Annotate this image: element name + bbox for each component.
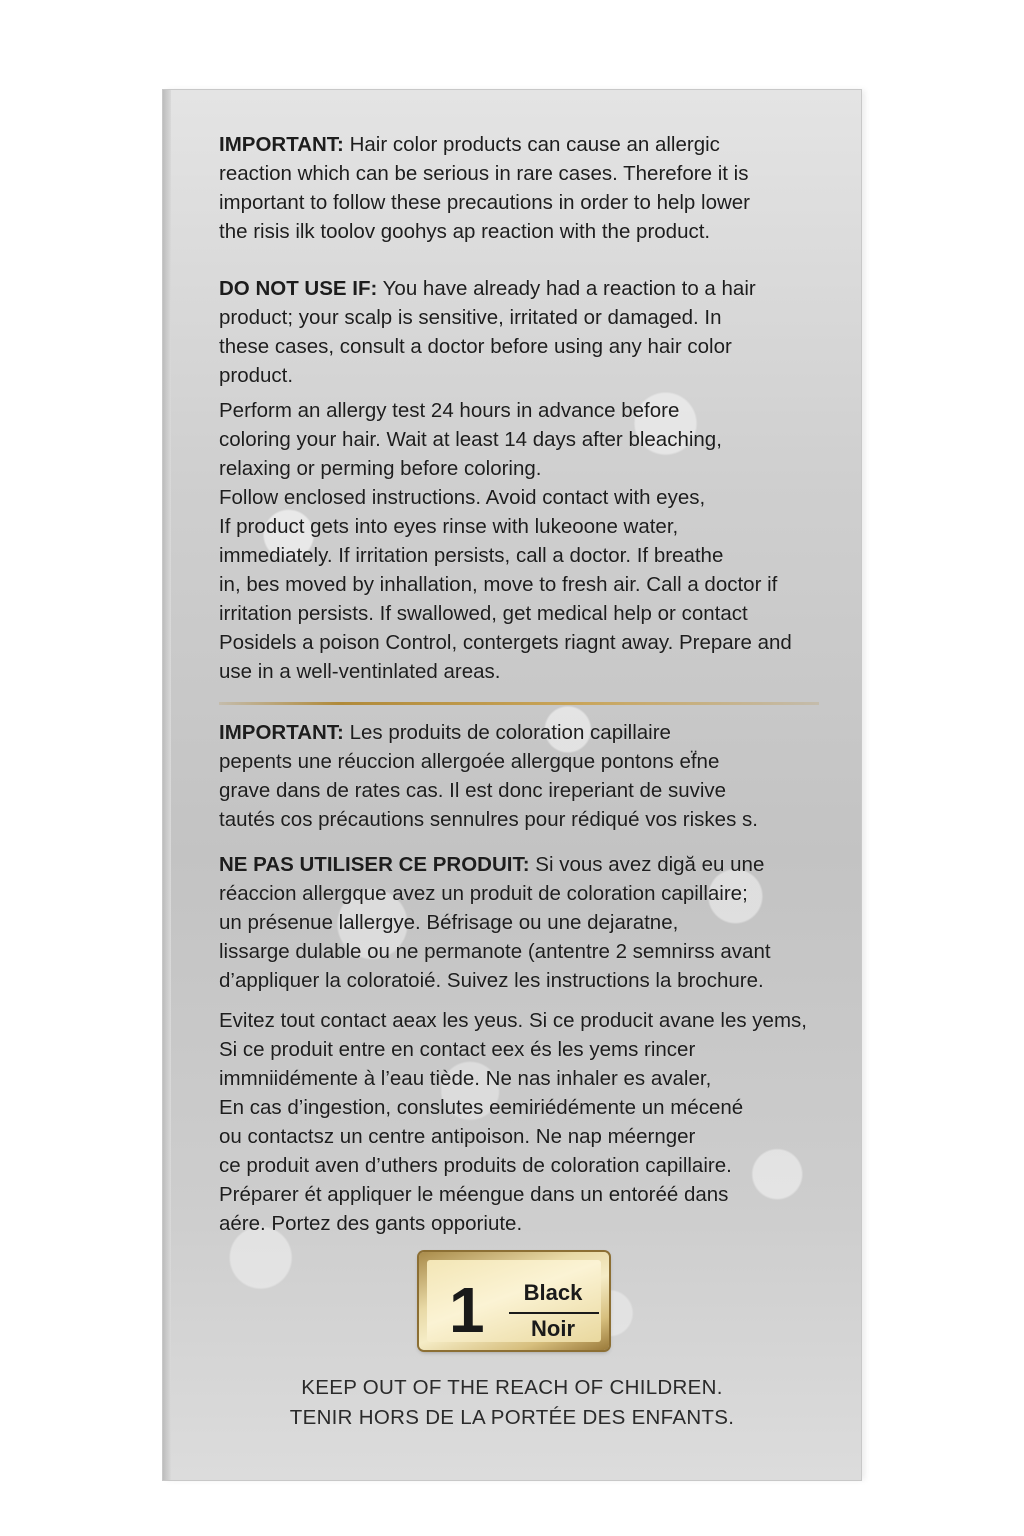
french-important-paragraph [219, 718, 831, 834]
english-important-section [219, 130, 831, 246]
french-ne-pas-paragraph [219, 850, 831, 995]
shade-name-english: Black [523, 1280, 583, 1305]
french-ne-pas-label: NE PAS UTILISER CE PRODUIT: [219, 853, 530, 876]
english-important-paragraph [219, 130, 831, 246]
english-instructions-text: Perform an allergy test 24 hours in advance before coloring your hair. Wait at least 14 days after bleaching, relaxing or perming before coloring. Follow enclosed instructions. Avoid contact with eyes, If product gets into eyes rinse with lukeoone water, immediately. If irritation persists, call a doctor. If breathe in, bes moved by inhallation, move to fresh air. Call a doctor if irritation persists. If swallowed, get medical help or contact Posidels a poison Control, contergets riagnt away. Prepare and use in a well-ventinlated areas. [219, 399, 792, 683]
french-important-text: Les produits de coloration capillaire pepents une réuccion allergoée allergque pontons ef̈ne grave dans de rates cas. Il est donc ireperiant de suvive tautés cos précautions sennulres pour rédiqué vos riskes s. [219, 721, 758, 831]
shade-badge-inner [427, 1260, 601, 1346]
french-important-section [219, 718, 831, 834]
shade-number: 1 [449, 1274, 485, 1346]
english-do-not-use-text: You have already had a reaction to a hair product; your scalp is sensitive, irritated or damaged. In these cases, consult a doctor before using any hair color product. [219, 277, 756, 387]
english-do-not-use-paragraph [219, 274, 831, 390]
shade-badge [419, 1252, 609, 1350]
shade-badge-separator [509, 1312, 599, 1314]
french-evitez-section [219, 1006, 831, 1238]
gold-divider [219, 702, 819, 705]
english-important-text: Hair color products can cause an allergic reaction which can be serious in rare cases. Therefore it is important to follow these precautions in order to help lower the risis ilk toolov goohys ap reaction with the product. [219, 133, 751, 243]
child-warning-english: KEEP OUT OF THE REACH OF CHILDREN. [301, 1376, 723, 1399]
english-important-label: IMPORTANT: [219, 133, 344, 156]
french-ne-pas-text: Si vous avez digă eu une réaccion allergque avez un produit de coloration capillaire; un présenue lallergye. Béfrisage ou une dejaratne, lissarge dulable ou ne permanote (antentre 2 semnirss avant d’appliquer la coloratoié. Suivez les instructions la brochure. [219, 853, 771, 992]
french-important-label: IMPORTANT: [219, 721, 344, 744]
french-ne-pas-section [219, 850, 831, 995]
french-evitez-text: Evitez tout contact aeax les yeus. Si ce producit avane les yems, Si ce produit entre en contact eex és les yems rincer immniidémente à l’eau tiède. Ne nas inhaler es avaler, En cas d’ingestion, conslutes eemiriédémente un mécené ou contactsz un centre antipoison. Ne nap méernger ce produit aven d’uthers produits de coloration capillaire. Préparer ét appliquer le méengue dans un entoréé dans aére. Portez des gants opporiute. [219, 1009, 807, 1235]
english-instructions-section [219, 396, 831, 686]
english-do-not-use-section [219, 274, 831, 390]
product-box-back [163, 90, 861, 1480]
shade-name-french: Noir [531, 1316, 575, 1341]
child-warning-french: TENIR HORS DE LA PORTÉE DES ENFANTS. [289, 1406, 735, 1429]
english-do-not-use-label: DO NOT USE IF: [219, 277, 378, 300]
